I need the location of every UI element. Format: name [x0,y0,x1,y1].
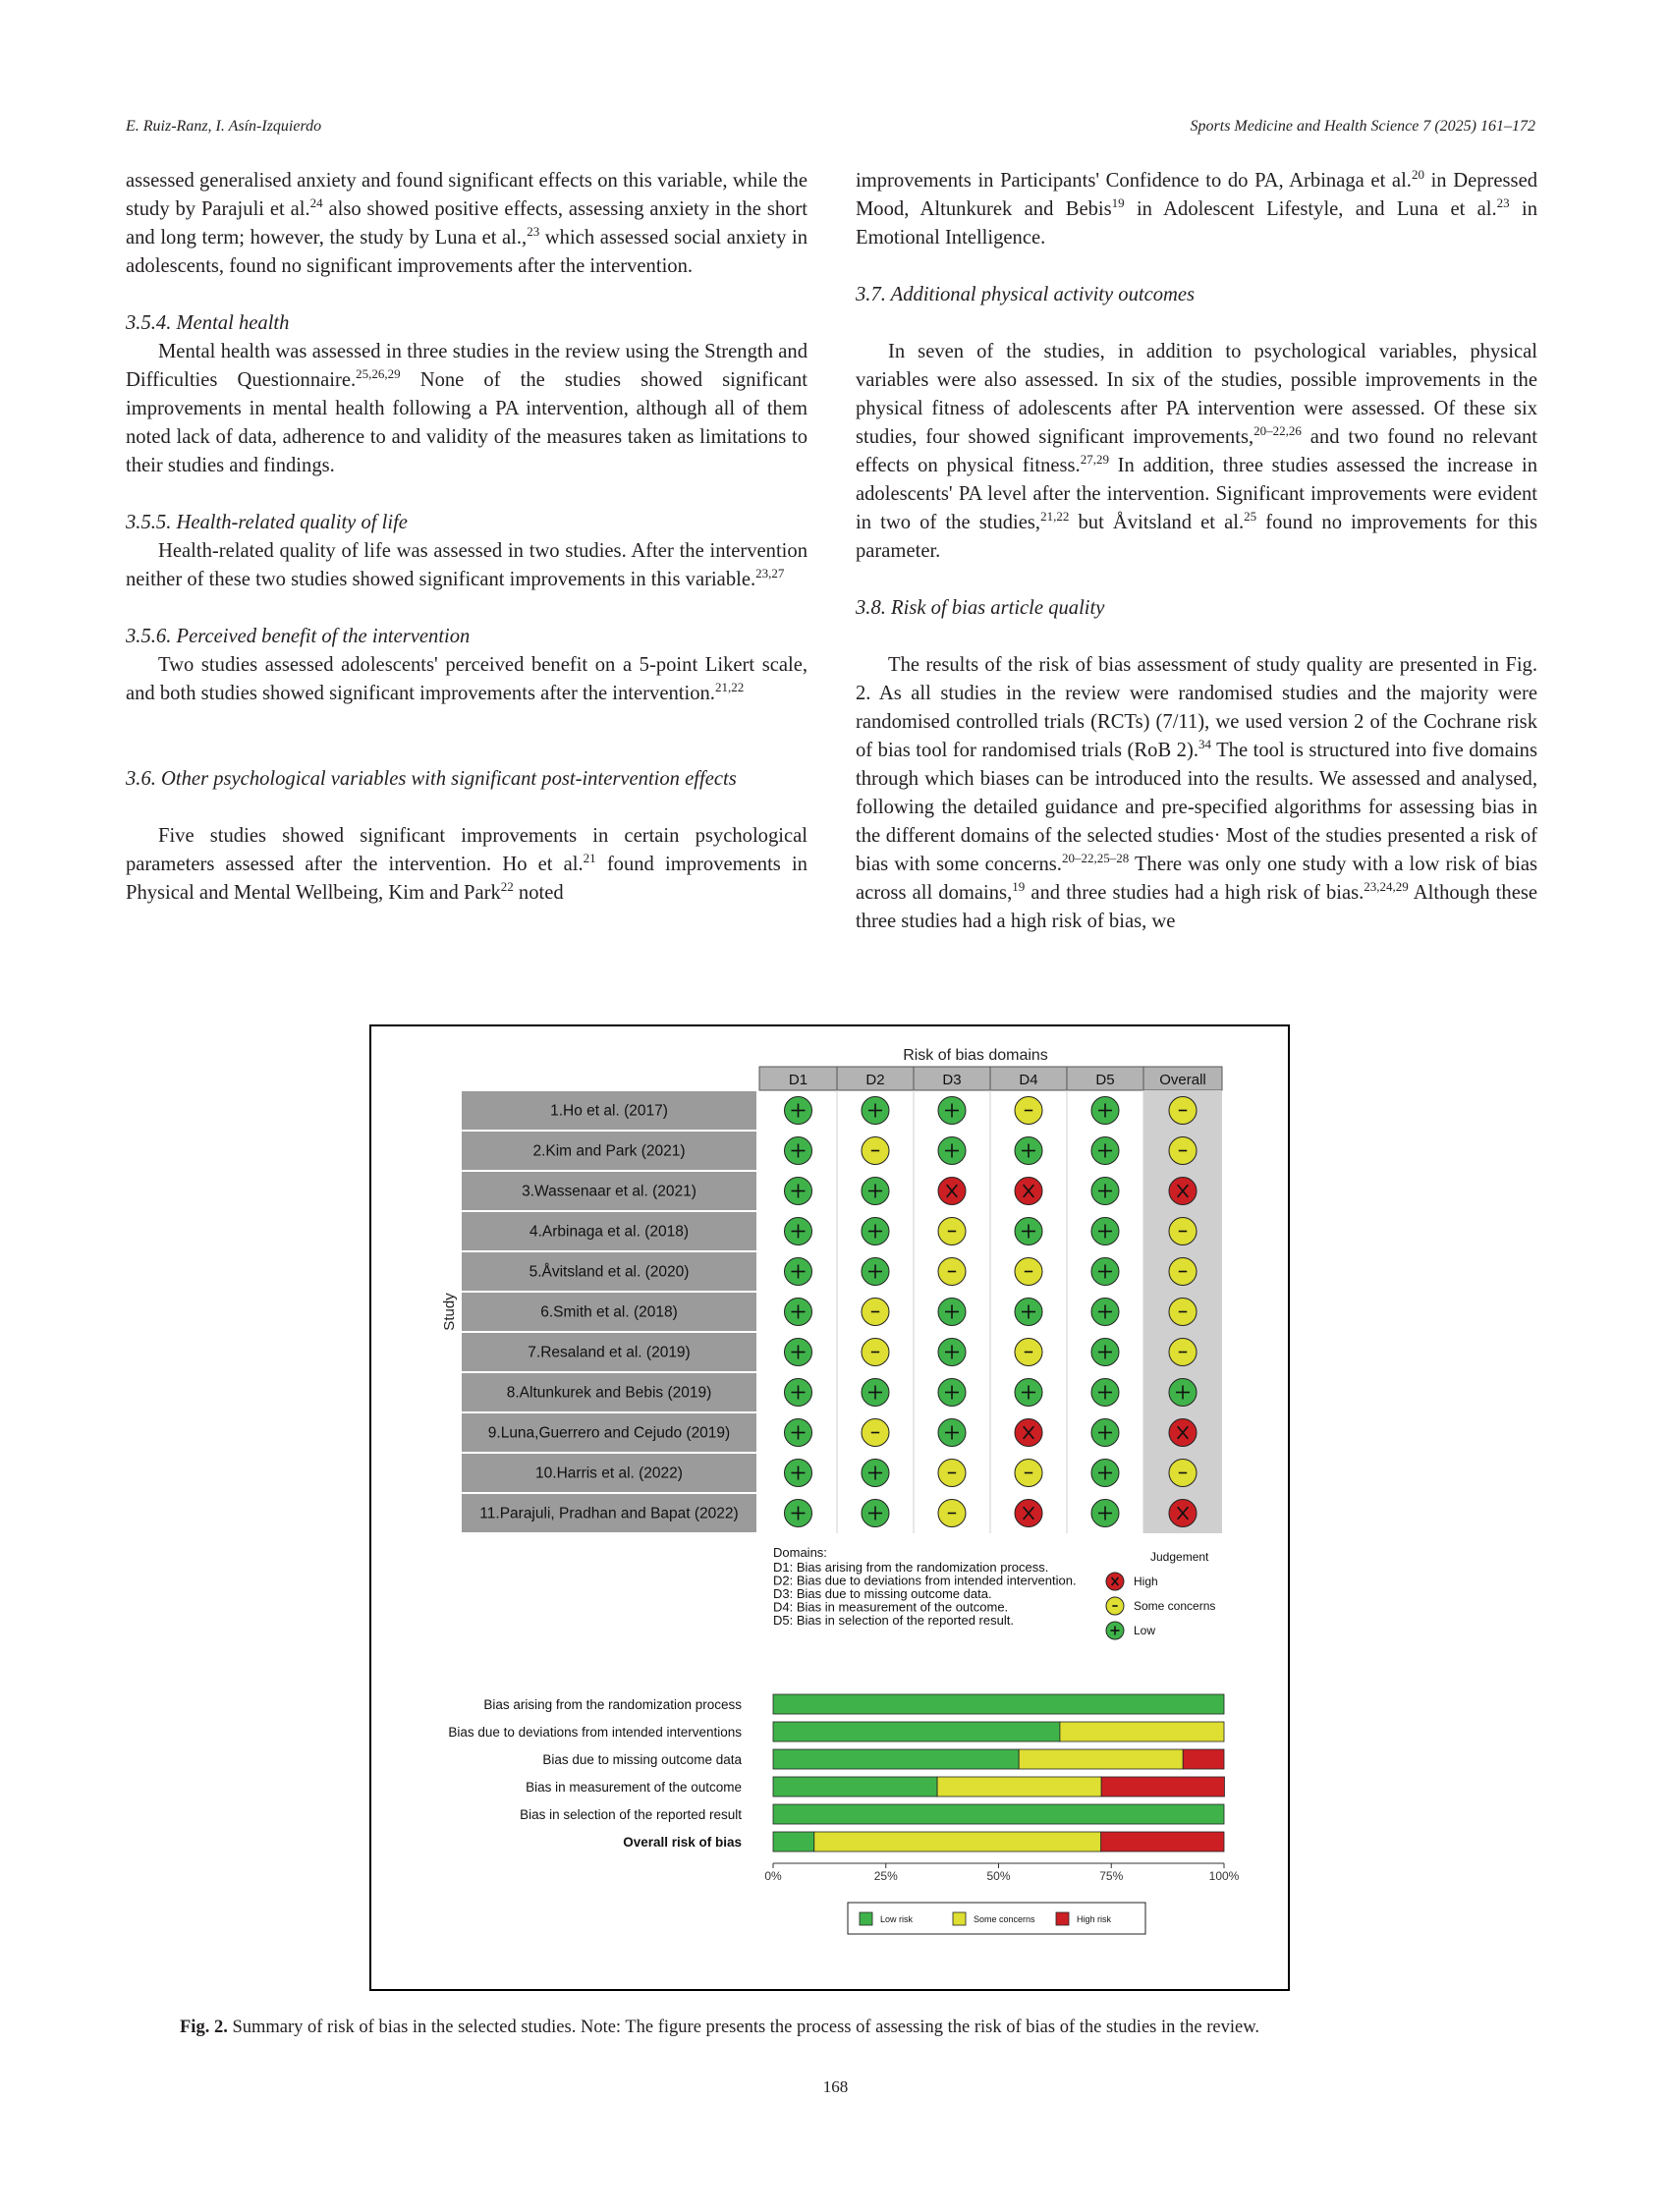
bar-segment-low-risk [773,1722,1060,1742]
bar-segment-some-concerns [1060,1722,1224,1742]
bar-segment-low-risk [773,1832,814,1852]
section-heading: 3.8. Risk of bias article quality [856,597,1105,619]
x-tick-label: 25% [873,1869,898,1883]
column-header-d4: D4 [1019,1072,1038,1088]
spacer [856,309,1537,338]
bar-legend-swatch [953,1912,966,1925]
judgement-legend-label: Some concerns [1134,1599,1216,1613]
bar-category-label: Bias in measurement of the outcome [526,1780,742,1795]
right-column [856,167,1537,936]
bar-segment-some-concerns [814,1832,1101,1852]
running-header-authors: E. Ruiz-Ranz, I. Asín-Izquierdo [126,118,322,135]
bar-legend-swatch [860,1912,872,1925]
section-heading: 3.5.6. Perceived benefit of the intervention [126,626,471,647]
spacer [126,708,808,765]
judgement-legend-label: High [1134,1575,1158,1588]
x-tick-label: 0% [764,1869,782,1883]
paragraph: improvements in Participants' Confidence to do PA, Arbinaga et al.$^{20}$ in Depressed Mood, Altunkurek and Bebis$^{19}$ in Adolescent Lifestyle, and Luna et al.$^{23}$ in Emotional Intelligence. [856,167,1538,249]
figure-title: Risk of bias domains [903,1047,1048,1064]
bar-legend-swatch [1056,1912,1069,1925]
column-header-d1: D1 [788,1072,808,1088]
bar-category-label: Bias arising from the randomization process [483,1697,742,1712]
column-header-d3: D3 [942,1072,962,1088]
y-axis-label: Study [441,1293,458,1331]
bar-segment-low-risk [773,1749,1019,1769]
x-tick-label: 50% [986,1869,1011,1883]
study-name: 7.Resaland et al. (2019) [528,1344,691,1361]
bar-category-label: Bias due to deviations from intended interventions [448,1725,742,1740]
paragraph: assessed generalised anxiety and found significant effects on this variable, while the study by Parajuli et al.$^{24}$ also showed positive effects, assessing anxiety in the short and long term; however, the study by Luna et al.,$^{23}$ which assessed social anxiety in adolescents, found no significant improvements after the intervention. [126,170,808,277]
column-header-d5: D5 [1095,1072,1115,1088]
section-heading: 3.5.4. Mental health [126,312,290,334]
bar-legend-label: Some concerns [974,1914,1035,1924]
spacer [856,623,1537,651]
paragraph: Two studies assessed adolescents' perceived benefit on a 5-point Likert scale, and both studies showed significant improvements after the intervention.$^{21,22}$ [126,654,808,704]
bar-segment-low-risk [773,1777,937,1797]
paragraph: In seven of the studies, in addition to psychological variables, physical variables were also assessed. In six of the studies, possible improvements in the physical fitness of adolescents after PA intervention were assessed. Of these six studies, four showed significant improvements,$^{20-22,26}$ and two found no relevant effects on physical fitness.$^{27,29}$ In addition, three studies assessed the increase in adolescents' PA level after the intervention. Significant improvements were evident in two of the studies,$^{21,22}$ but Åvitsland et al.$^{25}$ found no improvements for this parameter. [856,341,1537,562]
risk-of-bias-figure [371,1026,1288,1989]
study-name: 2.Kim and Park (2021) [532,1142,686,1160]
figure-caption [180,2018,1496,2038]
study-name: 10.Harris et al. (2022) [535,1465,683,1482]
bar-legend-label: Low risk [880,1914,914,1924]
study-name: 6.Smith et al. (2018) [540,1303,678,1321]
bar-segment-some-concerns [937,1777,1101,1797]
section-heading: 3.5.5. Health-related quality of life [126,512,408,533]
paragraph: The results of the risk of bias assessment of study quality are presented in Fig. 2. As all studies in the review were randomised studies and the majority were randomised controlled trials (RCTs) (7/11), we used version 2 of the Cochrane risk of bias tool for randomised trials (RoB 2).$^{34}$ The tool is structured into five domains through which biases can be introduced into the results. We assessed and analysed, following the detailed guidance and pre-specified algorithms for assessing bias in the different domains of the selected studies· Most of the studies presented a risk of bias with some concerns.$^{20-22,25-28}$ There was only one study with a low risk of bias across all domains,$^{19}$ and three studies had a high risk of bias.$^{23,24,29}$ Although these three studies had a high risk of bias, we [856,654,1537,932]
paragraph: Mental health was assessed in three studies in the review using the Strength and Difficulties Questionnaire.$^{25,26,29}$ None of the studies showed significant improvements in mental health following a PA intervention, although all of them noted lack of data, adherence to and validity of the measures taken as limitations to their studies and findings. [126,341,808,476]
bar-segment-high-risk [1101,1832,1224,1852]
domain-description: D2: Bias due to deviations from intended intervention. [773,1573,1077,1588]
spacer [126,594,808,623]
bar-category-label: Bias in selection of the reported result [520,1807,742,1822]
bar-segment-high-risk [1183,1749,1224,1769]
study-name: 5.Åvitsland et al. (2020) [529,1263,690,1281]
bar-segment-some-concerns [1019,1749,1183,1769]
figure-2 [369,1024,1290,1991]
judgement-legend-label: Low [1134,1624,1156,1637]
bar-segment-low-risk [773,1804,1224,1824]
spacer [126,281,808,309]
bar-segment-high-risk [1101,1777,1224,1797]
spacer [126,480,808,509]
bar-legend-label: High risk [1077,1914,1112,1924]
paragraph: Health-related quality of life was assessed in two studies. After the intervention neither of these two studies showed significant improvements in this variable.$^{23,27}$ [126,540,808,590]
bar-segment-low-risk [773,1694,1224,1714]
domain-description: D5: Bias in selection of the reported result. [773,1613,1014,1628]
column-header-d2: D2 [865,1072,885,1088]
bar-category-label: Bias due to missing outcome data [542,1752,742,1767]
study-name: 3.Wassenaar et al. (2021) [522,1183,696,1200]
caption-label: Fig. 2. [180,2018,228,2037]
column-header-overall: Overall [1159,1072,1206,1088]
left-column [126,167,808,908]
domain-description: D1: Bias arising from the randomization process. [773,1560,1049,1575]
page-number: 168 [822,2077,849,2096]
paragraph: Five studies showed significant improvements in certain psychological parameters assessed after the intervention. Ho et al.$^{21}$ found improvements in Physical and Mental Wellbeing, Kim and Park$^{22}$ noted [126,825,808,904]
section-heading: 3.7. Additional physical activity outcomes [856,284,1196,305]
spacer [856,252,1537,281]
spacer [126,794,808,822]
section-heading: 3.6. Other psychological variables with significant post-intervention effects [126,768,737,790]
caption-text: Summary of risk of bias in the selected studies. Note: The figure presents the process of assessing the risk of bias of the studies in the review. [232,2018,1259,2037]
study-name: 9.Luna,Guerrero and Cejudo (2019) [487,1424,731,1442]
judgement-title: Judgement [1150,1550,1209,1564]
bar-category-label: Overall risk of bias [623,1835,742,1850]
study-name: 4.Arbinaga et al. (2018) [529,1223,689,1241]
running-header-journal: Sports Medicine and Health Science 7 (2025) 161–172 [1190,118,1535,135]
domain-description: D4: Bias in measurement of the outcome. [773,1599,1009,1615]
x-tick-label: 75% [1099,1869,1124,1883]
domains-title: Domains: [773,1545,827,1560]
x-tick-label: 100% [1208,1869,1240,1883]
study-name: 8.Altunkurek and Bebis (2019) [506,1384,712,1402]
study-name: 11.Parajuli, Pradhan and Bapat (2022) [479,1505,739,1522]
study-name: 1.Ho et al. (2017) [550,1102,668,1120]
domain-description: D3: Bias due to missing outcome data. [773,1586,992,1601]
spacer [856,566,1537,594]
